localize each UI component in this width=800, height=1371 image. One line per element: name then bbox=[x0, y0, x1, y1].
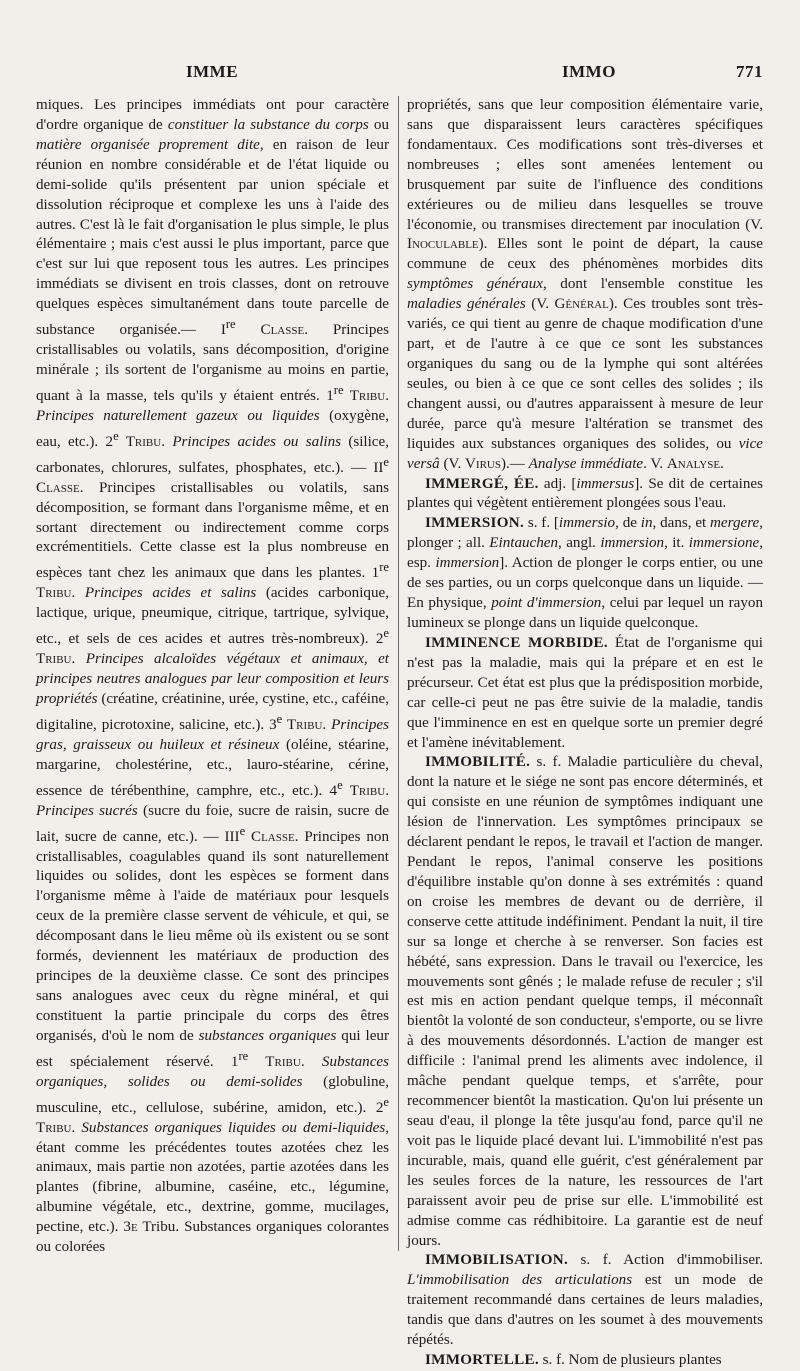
entry-immobilisation: IMMOBILISATION. s. f. Action d'immobiliser. L'immobilisation des articulations est un mode de traitement recommandé dans certaines de leurs maladies, tandis que dans d'autres on les soumet à des mouvements répétés. bbox=[407, 1252, 763, 1349]
left-column bbox=[36, 96, 389, 1258]
headword: IMMERSION. bbox=[425, 515, 525, 532]
entry-immortelle: IMMORTELLE. s. f. Nom de plusieurs plantes bbox=[425, 1352, 722, 1369]
running-head-left: IMME bbox=[186, 62, 239, 81]
entry-immobilite: IMMOBILITÉ. s. f. Maladie particulière du cheval, dont la nature et le siége ne sont pas encore déterminés, et qui consiste en une réunion de symptômes indiquant une lésion de l'innervation. Les symptômes principaux se déclarent pendant le repos, le travail et l'action de manger. Pendant le repos, l'animal conserve les positions d'équilibre instable qu'on donne à ses extrémités : quand on croise les membres de devant ou de derrière, il conserve cette attitude indéfiniment. Pendant la nuit, il tire sur sa longe et cherche à se renverser. Son facies est hébété, sans expression. Dans le travail ou l'exercice, les mouvements sont gênés ; le malade refuse de reculer ; s'il est mis en action pendant quelque temps, il méconnaît bientôt la volonté de son conducteur, s'emporte, ou se livre à des mouvements désordonnés. L'action de manger est difficile : l'animal prend les aliments avec indolence, il mâche pendant quelque temps, et s'arrête, pour recommencer bientôt la mastication. Qu'on lui présente un seau d'eau, il plonge la tête jusqu'au fond, parce qu'il ne voit pas le liquide placé devant lui. L'immobilité n'est pas incurable, mais, quand elle guérit, c'est généralement par les seules forces de la nature, les ressources de l'art paraissent avoir peu de prise sur elle. L'immobilité est admise comme cas rédhibitoire. La garantie est de neuf jours. bbox=[407, 754, 763, 1249]
headword: IMMOBILISATION. bbox=[425, 1252, 569, 1269]
headword: IMMOBILITÉ. bbox=[425, 754, 531, 771]
headword: IMMORTELLE. bbox=[425, 1352, 539, 1369]
entry-imminence-morbide: IMMINENCE MORBIDE. État de l'organisme qui n'est pas la maladie, mais qui la prépare et en est le précurseur. Cet état est plus que la prédisposition morbide, car celle-ci peut ne pas être suivie de la maladie, tandis que l'imminence en est en quelque sorte un premier degré et l'amène inévitablement. bbox=[407, 634, 763, 751]
headword: IMMERGÉ, ÉE. bbox=[425, 475, 539, 492]
right-column bbox=[407, 96, 763, 1371]
entry-immersion: IMMERSION. s. f. [immersio, de in, dans, et mergere, plonger ; all. Eintauchen, angl. immersion, it. immersione, esp. immersion]. Action de plonger le corps entier, ou une de ses parties, ou un corps quelconque dans un liquide. — En physique, point d'immersion, celui par lequel un rayon lumineux se plonge dans un liquide quelconque. bbox=[407, 515, 763, 631]
entry-continuation-immediat: miques. Les principes immédiats ont pour caractère d'ordre organique de constituer la substance du corps ou matière organisée proprement dite, en raison de leur réunion en nombre considérable et de l'état liquide ou demi-solide qu'ils présentent par union spéciale et dissolution réciproque et complexe les uns à l'aide des autres. C'est là le fait d'organisation le plus simple, le plus élémentaire ; mais c'est aussi le plus important, parce que c'est sur lui que reposent tous les autres. Les principes immédiats se divisent en trois classes, dont on retrouve quelques espèces simultanément dans toute parcelle de substance organisée.— Ire Classe. Principes cristallisables ou volatils, sans décomposition, d'origine minérale ; ils sortent de l'organisme au moins en partie, quant à la masse, tels qu'ils y étaient entrés. 1re Tribu. Principes naturellement gazeux ou liquides (oxygène, eau, etc.). 2e Tribu. Principes acides ou salins (silice, carbonates, chlorures, sulfates, phosphates, etc.). — IIe Classe. Principes cristallisables ou volatils, sans décomposition, se formant dans l'organisme même, et en sortant directement ou indirectement comme corps excrémentitiels. Cette classe est la plus nombreuse en espèces tant chez les animaux que dans les plantes. 1re Tribu. Principes acides et salins (acides carbonique, lactique, urique, pneumique, citrique, tartrique, sylvique, etc., et sels de ces acides et autres très-nombreux). 2e Tribu. Principes alcaloïdes végétaux et animaux, et principes neutres analogues par leur composition et leurs propriétés (créatine, créatinine, urée, cystine, etc., caféine, digitaline, picrotoxine, salicine, etc.). 3e Tribu. Principes gras, graisseux ou huileux et résineux (oléine, stéarine, margarine, cholestérine, etc., lauro-stéarine, cérine, essence de térébenthine, camphre, etc., etc.). 4e Tribu. Principes sucrés (sucre du foie, sucre de raisin, sucre de lait, sucre de canne, etc.). — IIIe Classe. Principes non cristallisables, coagulables quand ils sont naturellement liquides ou solides, dont les espèces se forment dans l'organisme même à l'aide de matériaux pour lesquels ceux de la première classe servent de véhicule, et qui, se décomposant dans le lieu même où ils existent ou se sont formés, deviennent les matériaux de production des principes de la deuxième classe. Ce sont des principes sans analogues avec ceux du règne minéral, et qui constituent la partie principale du corps des êtres organisés, d'où le nom de substances organiques qui leur est spécialement réservé. 1re Tribu. Substances organiques, solides ou demi-solides (globuline, musculine, etc., cellulose, subérine, amidon, etc.). 2e Tribu. Substances organiques liquides ou demi-liquides, étant comme les précédentes toutes azotées chez les animaux, mais partie non azotées, partie azotées dans les plantes (fibrine, albumine, caséine, etc., légumine, albumine végétale, etc., dextrine, gomme, mucilages, pectine, etc.). 3e Tribu. Substances organiques colorantes ou colorées bbox=[36, 97, 390, 1256]
entry-continuation-immediat-right: propriétés, sans que leur composition élémentaire varie, sans que disparaissent leurs caractères spécifiques fondamentaux. Ces modifications sont très-diverses et nombreuses ; elles sont amenées lentement ou brusquement par suite de l'influence des conditions extérieures ou de milieu dans lesquelles se trouve l'économie, ou transmises directement par inoculation (V. Inoculable). Elles sont le point de départ, la cause commune de ceux des phénomènes morbides dits symptômes généraux, dont l'ensemble constitue les maladies générales (V. Général). Ces troubles sont très-variés, ce qui tient au genre de chaque modification d'une part, et de l'autre à ce que ce sont les substances organiques du sang ou de la lymphe qui sont altérées seules, ou bien à ce que ce sont celles des solides ; ils changent aussi, ou d'autres apparaissent à mesure de leur durée, parce qu'à mesure l'altération se transmet des liquides aux substances organiques des solides, ou vice versâ (V. Virus).— Analyse immédiate. V. Analyse. bbox=[407, 97, 764, 472]
headword: IMMINENCE MORBIDE. bbox=[425, 634, 608, 651]
column-divider bbox=[398, 96, 399, 1251]
entry-immerge: IMMERGÉ, ÉE. adj. [immersus]. Se dit de certaines plantes qui végètent entièrement plongées sous l'eau. bbox=[407, 475, 763, 512]
page-number: 771 bbox=[736, 62, 763, 81]
running-head-right: IMMO bbox=[562, 62, 616, 81]
